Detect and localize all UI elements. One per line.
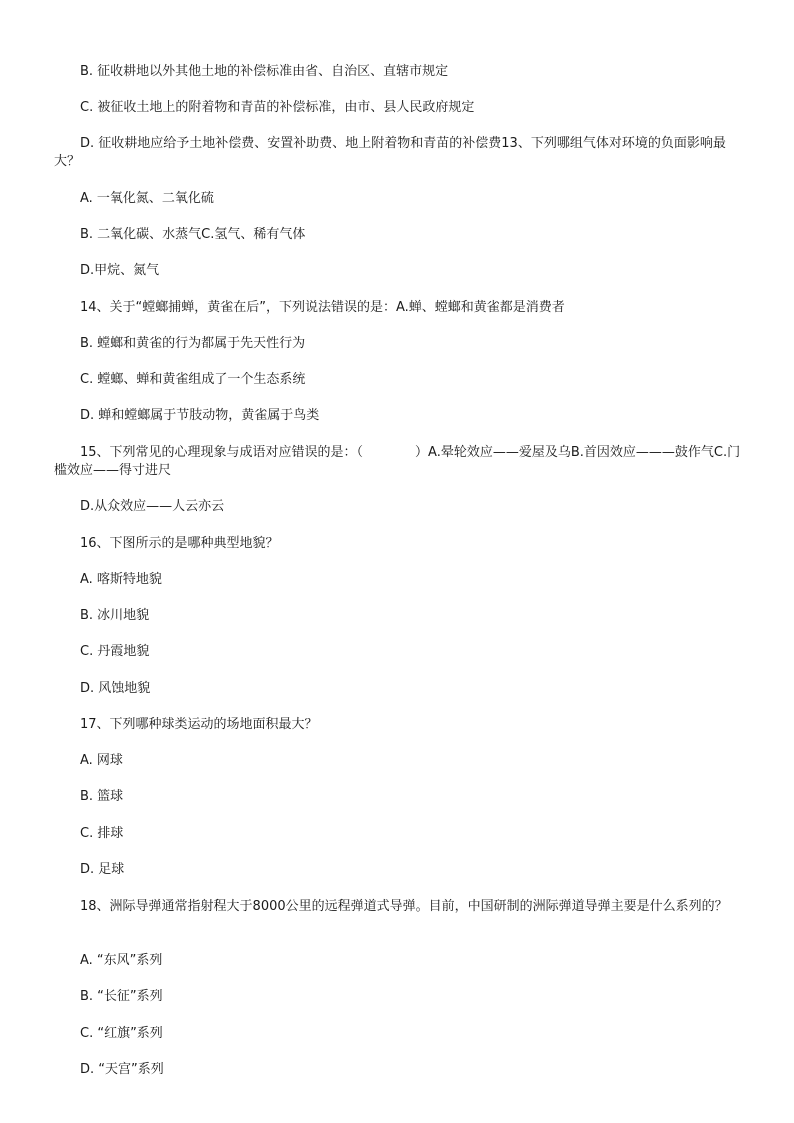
q17-option-c: C. 排球 xyxy=(80,826,124,841)
q16-option-b: B. 冰川地貌 xyxy=(80,608,150,623)
q18-option-b: B. “长征”系列 xyxy=(80,989,163,1004)
option-d-question-13-line: D. 征收耕地应给予土地补偿费、安置补助费、地上附着物和青苗的补偿费13、下列哪组气体对环境的负面影响最大？ xyxy=(54,136,726,169)
question-17: 17、下列哪种球类运动的场地面积最大？ xyxy=(80,717,318,732)
q17-option-d: D. 足球 xyxy=(80,862,125,877)
q13-option-b-c: B. 二氧化碳、水蒸气C.氢气、稀有气体 xyxy=(80,227,306,242)
question-18: 18、洲际导弹通常指射程大于8000公里的远程弹道式导弹。目前，中国研制的洲际弹道导弹主要是什么系列的？ xyxy=(80,899,728,914)
q17-option-a: A. 网球 xyxy=(80,753,123,768)
q13-option-d: D.甲烷、氮气 xyxy=(80,263,160,278)
q16-option-a: A. 喀斯特地貌 xyxy=(80,572,162,587)
q18-option-a: A. “东风”系列 xyxy=(80,953,163,968)
q13-option-a: A. 一氧化氮、二氧化硫 xyxy=(80,191,214,206)
q18-option-c: C. “红旗”系列 xyxy=(80,1026,163,1041)
option-b-line: B. 征收耕地以外其他土地的补偿标准由省、自治区、直辖市规定 xyxy=(80,64,449,79)
question-15: 15、下列常见的心理现象与成语对应错误的是：（ ）A.晕轮效应——爱屋及乌B.首因效应———鼓作气C.门槛效应——得寸进尺 xyxy=(54,445,741,478)
option-c-line: C. 被征收土地上的附着物和青苗的补偿标准，由市、县人民政府规定 xyxy=(80,100,475,115)
q14-option-b: B. 螳螂和黄雀的行为都属于先天性行为 xyxy=(80,336,306,351)
q14-option-c: C. 螳螂、蝉和黄雀组成了一个生态系统 xyxy=(80,372,306,387)
q14-option-d: D. 蝉和螳螂属于节肢动物，黄雀属于鸟类 xyxy=(80,408,320,423)
q18-option-d: D. “天宫”系列 xyxy=(80,1062,164,1077)
question-14: 14、关于“螳螂捕蝉，黄雀在后”，下列说法错误的是：A.蝉、螳螂和黄雀都是消费者 xyxy=(80,300,565,315)
q15-option-d: D.从众效应——人云亦云 xyxy=(80,499,225,514)
q16-option-d: D. 风蚀地貌 xyxy=(80,681,151,696)
q17-option-b: B. 篮球 xyxy=(80,789,124,804)
q16-option-c: C. 丹霞地貌 xyxy=(80,644,150,659)
question-16: 16、下图所示的是哪种典型地貌？ xyxy=(80,536,279,551)
